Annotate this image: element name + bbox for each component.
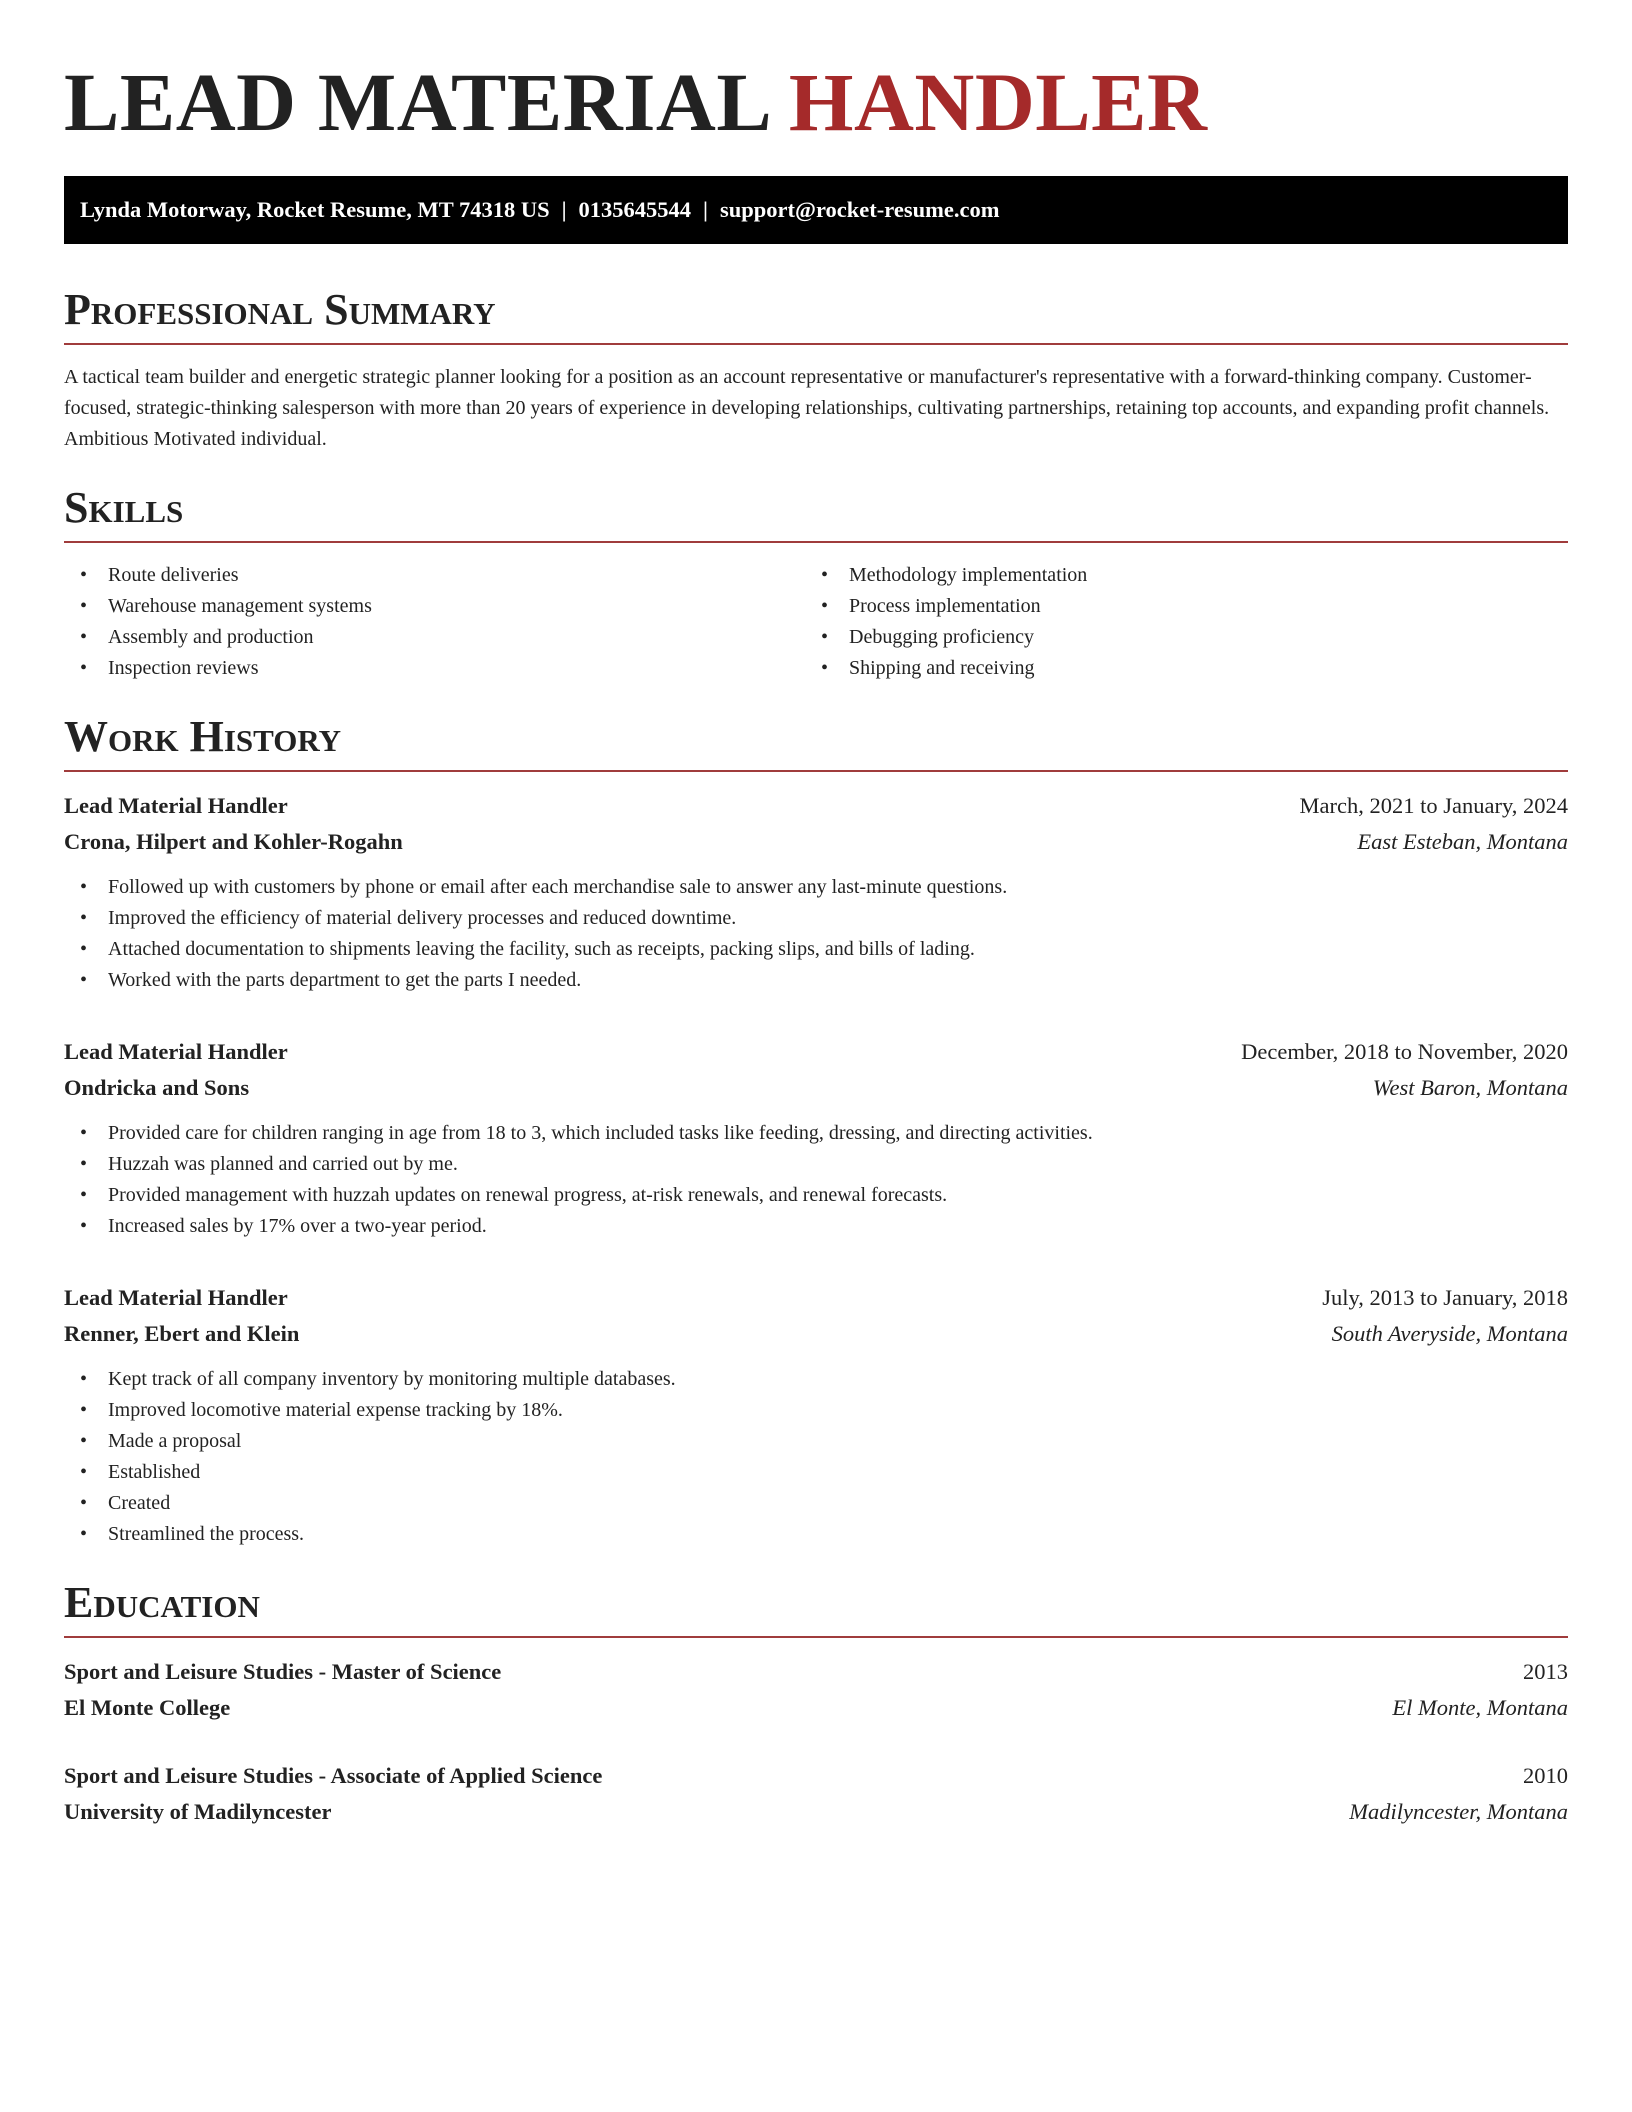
- job-bullets: [64, 872, 1568, 996]
- bullet-icon: •: [80, 1399, 88, 1421]
- bullet-icon: •: [821, 595, 829, 617]
- bullet-icon: •: [80, 657, 88, 679]
- job-bullet: • Huzzah was planned and carried out by me.: [64, 1149, 1568, 1180]
- job-bullet: • Attached documentation to shipments leaving the facility, such as receipts, packing slips, and bills of lading.: [64, 934, 1568, 965]
- job-bullet: • Made a proposal: [64, 1426, 1568, 1457]
- bullet-icon: •: [80, 1122, 88, 1144]
- skill-item: • Process implementation: [805, 591, 1568, 622]
- job-bullets: [64, 1364, 1568, 1550]
- edu-school: University of Madilyncester: [64, 1799, 332, 1824]
- edu-degree-row: [64, 1654, 1568, 1690]
- job-bullet: • Increased sales by 17% over a two-year period.: [64, 1211, 1568, 1242]
- edu-school: El Monte College: [64, 1695, 231, 1720]
- bullet-icon: •: [80, 969, 88, 991]
- summary-text: A tactical team builder and energetic strategic planner looking for a position as an account representative or manufacturer's representative with a forward-thinking company. Customer-focused, strategic-thinking salesperson with more than 20 years of experience in developing relationships, cultivating partnerships, retaining top accounts, and expanding profit channels. Ambitious Motivated individual.: [64, 366, 1550, 450]
- bullet-icon: •: [80, 626, 88, 648]
- skills-list-left: [64, 560, 805, 684]
- job-dates: December, 2018 to November, 2020: [1241, 1039, 1568, 1064]
- contact-separator: |: [561, 197, 567, 222]
- job-company-row: [64, 1316, 1568, 1352]
- contact-address: Lynda Motorway, Rocket Resume, MT 74318 US: [80, 197, 550, 222]
- job-entry: [64, 788, 1568, 996]
- section-divider: [64, 770, 1568, 772]
- bullet-icon: •: [80, 1184, 88, 1206]
- edu-school-row: [64, 1794, 1568, 1830]
- skills-list-right: [805, 560, 1568, 684]
- edu-location: El Monte, Montana: [1392, 1695, 1568, 1720]
- job-company: Crona, Hilpert and Kohler-Rogahn: [64, 829, 403, 854]
- job-location: East Esteban, Montana: [1357, 829, 1568, 854]
- job-bullet: • Worked with the parts department to get the parts I needed.: [64, 965, 1568, 996]
- job-entry: [64, 1034, 1568, 1242]
- bullet-icon: •: [80, 907, 88, 929]
- skills-section: [64, 482, 1568, 684]
- education-entry: [64, 1758, 1568, 1830]
- edu-degree: Sport and Leisure Studies - Master of Science: [64, 1659, 502, 1684]
- edu-location: Madilyncester, Montana: [1349, 1799, 1568, 1824]
- job-location: West Baron, Montana: [1372, 1075, 1568, 1100]
- job-bullet: • Provided management with huzzah updates on renewal progress, at-risk renewals, and renewal forecasts.: [64, 1180, 1568, 1211]
- section-divider: [64, 541, 1568, 543]
- work-history-section: [64, 711, 1568, 1550]
- skill-item: • Route deliveries: [64, 560, 805, 591]
- job-title: Lead Material Handler: [64, 793, 288, 818]
- skill-item: • Inspection reviews: [64, 653, 805, 684]
- job-bullets: [64, 1118, 1568, 1242]
- bullet-icon: •: [80, 876, 88, 898]
- job-title: Lead Material Handler: [64, 1039, 288, 1064]
- resume-name: [64, 52, 1568, 152]
- job-company: Renner, Ebert and Klein: [64, 1321, 300, 1346]
- bullet-icon: •: [80, 1153, 88, 1175]
- edu-year: 2013: [1523, 1659, 1568, 1684]
- education-entry: [64, 1654, 1568, 1726]
- job-bullet: • Created: [64, 1488, 1568, 1519]
- job-company-row: [64, 824, 1568, 860]
- job-entry: [64, 1280, 1568, 1550]
- summary-heading: Professional Summary: [64, 285, 496, 334]
- job-header-row: [64, 1034, 1568, 1070]
- job-company-row: [64, 1070, 1568, 1106]
- contact-separator: |: [703, 197, 709, 222]
- bullet-icon: •: [821, 564, 829, 586]
- job-title: Lead Material Handler: [64, 1285, 288, 1310]
- education-heading: Education: [64, 1578, 260, 1627]
- bullet-icon: •: [80, 1368, 88, 1390]
- bullet-icon: •: [80, 595, 88, 617]
- job-company: Ondricka and Sons: [64, 1075, 250, 1100]
- education-section: [64, 1577, 1568, 1830]
- skills-grid: [64, 560, 1568, 684]
- bullet-icon: •: [80, 564, 88, 586]
- job-bullet: • Streamlined the process.: [64, 1519, 1568, 1550]
- job-header-row: [64, 788, 1568, 824]
- bullet-icon: •: [80, 1492, 88, 1514]
- section-divider: [64, 343, 1568, 345]
- bullet-icon: •: [821, 657, 829, 679]
- job-location: South Averyside, Montana: [1331, 1321, 1568, 1346]
- bullet-icon: •: [80, 1523, 88, 1545]
- contact-bar: [64, 176, 1568, 244]
- bullet-icon: •: [80, 1430, 88, 1452]
- job-bullet: • Provided care for children ranging in age from 18 to 3, which included tasks like feeding, dressing, and directing activities.: [64, 1118, 1568, 1149]
- edu-degree-row: [64, 1758, 1568, 1794]
- work-history-heading: Work History: [64, 712, 342, 761]
- job-dates: July, 2013 to January, 2018: [1322, 1285, 1568, 1310]
- job-bullet: • Followed up with customers by phone or email after each merchandise sale to answer any last-minute questions.: [64, 872, 1568, 903]
- summary-section: [64, 284, 1568, 455]
- job-dates: March, 2021 to January, 2024: [1299, 793, 1568, 818]
- skill-item: • Warehouse management systems: [64, 591, 805, 622]
- edu-year: 2010: [1523, 1763, 1568, 1788]
- contact-phone: 0135645544: [578, 197, 692, 222]
- edu-school-row: [64, 1690, 1568, 1726]
- edu-degree: Sport and Leisure Studies - Associate of Applied Science: [64, 1763, 603, 1788]
- section-divider: [64, 1636, 1568, 1638]
- skill-item: • Assembly and production: [64, 622, 805, 653]
- name-last: HANDLER: [788, 56, 1208, 148]
- skill-item: • Debugging proficiency: [805, 622, 1568, 653]
- job-bullet: • Improved the efficiency of material delivery processes and reduced downtime.: [64, 903, 1568, 934]
- bullet-icon: •: [80, 938, 88, 960]
- contact-email[interactable]: support@rocket-resume.com: [720, 197, 1000, 222]
- skill-item: • Shipping and receiving: [805, 653, 1568, 684]
- skill-item: • Methodology implementation: [805, 560, 1568, 591]
- job-bullet: • Established: [64, 1457, 1568, 1488]
- job-bullet: • Improved locomotive material expense tracking by 18%.: [64, 1395, 1568, 1426]
- name-first: LEAD MATERIAL: [64, 56, 768, 148]
- skills-heading: Skills: [64, 483, 184, 532]
- bullet-icon: •: [80, 1215, 88, 1237]
- bullet-icon: •: [821, 626, 829, 648]
- job-header-row: [64, 1280, 1568, 1316]
- bullet-icon: •: [80, 1461, 88, 1483]
- job-bullet: • Kept track of all company inventory by monitoring multiple databases.: [64, 1364, 1568, 1395]
